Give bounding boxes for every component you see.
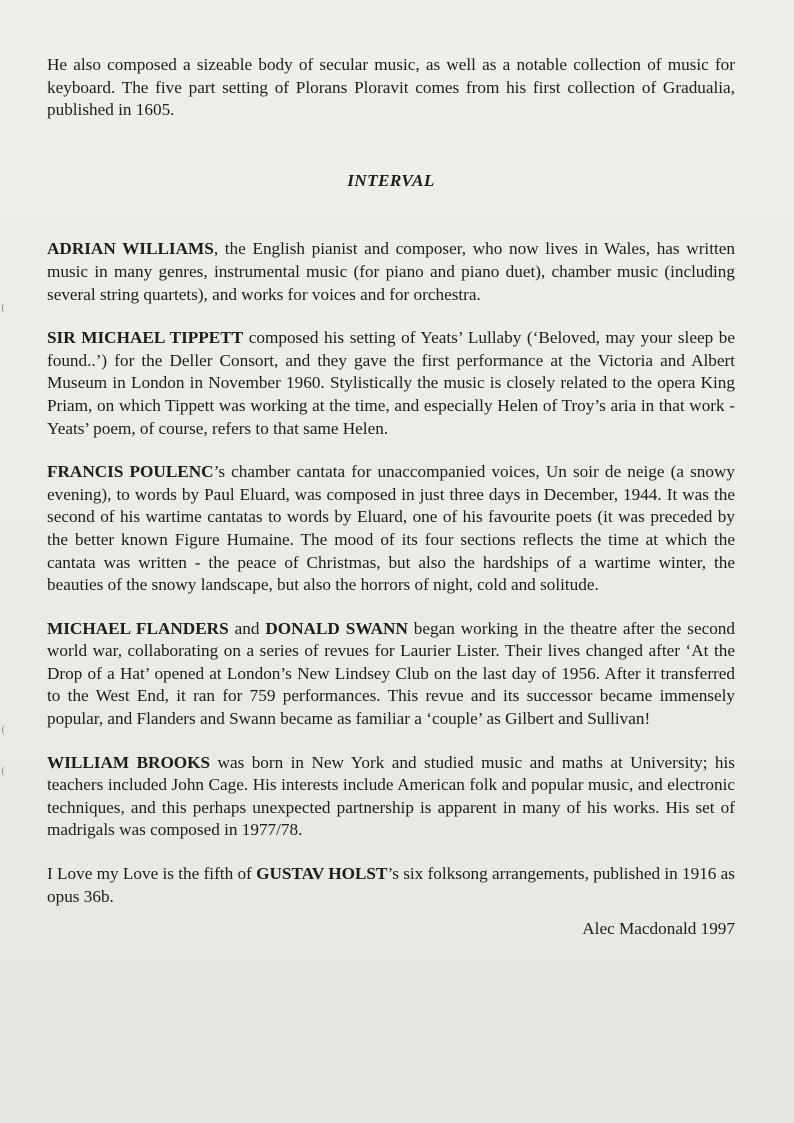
composer-name: GUSTAV HOLST — [256, 864, 388, 884]
interval-heading: INTERVAL — [347, 170, 435, 190]
composer-note-williams — [47, 238, 735, 306]
composer-name-2: DONALD SWANN — [265, 618, 408, 638]
composer-note-text: began working in the theatre after the second world war, collaborating on a series of revues for Laurier Lister. Their lives changed after ‘At the Drop of a Hat’ opened at London’s New Lindsey Club on the last day of 1956. After it transferred to the West End, it ran for 759 performances. This revue and its successor became immensely popular, and Flanders and Swann became as familiar a ‘couple’ as Gilbert and Sullivan! — [47, 618, 735, 729]
page-edge-mark — [2, 766, 7, 776]
page-edge-mark — [2, 303, 7, 313]
composer-name: ADRIAN WILLIAMS — [47, 239, 214, 259]
composer-note-brooks — [47, 752, 735, 842]
composer-name: WILLIAM BROOKS — [47, 752, 211, 772]
composer-note-text: ’s six folksong arrangements, published in 1916 as opus 36b. — [47, 864, 735, 906]
author-signature: Alec Macdonald 1997 — [582, 919, 735, 939]
page-edge-mark — [2, 725, 7, 735]
composer-note-text: , the English pianist and composer, who now lives in Wales, has written music in many genres, instrumental music (for piano and piano duet), chamber music (including several string quartets), and works for voices and for orchestra. — [47, 239, 735, 304]
composer-name: SIR MICHAEL TIPPETT — [47, 328, 244, 348]
composer-note-text: was born in New York and studied music and maths at University; his teachers included John Cage. His interests include American folk and popular music, and electronic techniques, and this perhaps unexpected partnership is apparent in many of his works. His set of madrigals was composed in 1977/78. — [47, 752, 735, 840]
composer-note-text: ’s chamber cantata for unaccompanied voices, Un soir de neige (a snowy evening), to words by Paul Eluard, was composed in just three days in December, 1944. It was the second of his wartime cantatas to words by Eluard, one of his favourite poets (it was preceded by the better known Figure Humaine. The mood of its four sections reflects the time at which the cantata was written - the peace of Christmas, but also the hardships of a wartime winter, the beauties of the snowy landscape, but also the horrors of night, cold and solitude. — [47, 462, 735, 595]
composer-note-text: composed his setting of Yeats’ Lullaby (‘Beloved, may your sleep be found..’) for the Deller Consort, and they gave the first performance at the Victoria and Albert Museum in London in November 1960. Stylistically the music is closely related to the opera King Priam, on which Tippett was working at the time, and especially Helen of Troy’s aria in that work - Yeats’ poem, of course, refers to that same Helen. — [47, 328, 735, 438]
composer-note-lead: I Love my Love is the fifth of — [47, 864, 257, 884]
composer-note-joiner: and — [228, 618, 266, 638]
intro-paragraph: He also composed a sizeable body of secular music, as well as a notable collection of music for keyboard. The five part setting of Plorans Ploravit comes from his first collection of Gradualia, published in 1605. — [47, 55, 735, 120]
composer-note-holst — [47, 863, 735, 908]
program-notes — [47, 54, 735, 941]
composer-note-poulenc — [47, 461, 735, 597]
composer-note-flanders-swann — [47, 618, 735, 731]
composer-name: MICHAEL FLANDERS — [47, 618, 229, 638]
composer-name: FRANCIS POULENC — [47, 462, 214, 482]
composer-note-tippett — [47, 327, 735, 440]
